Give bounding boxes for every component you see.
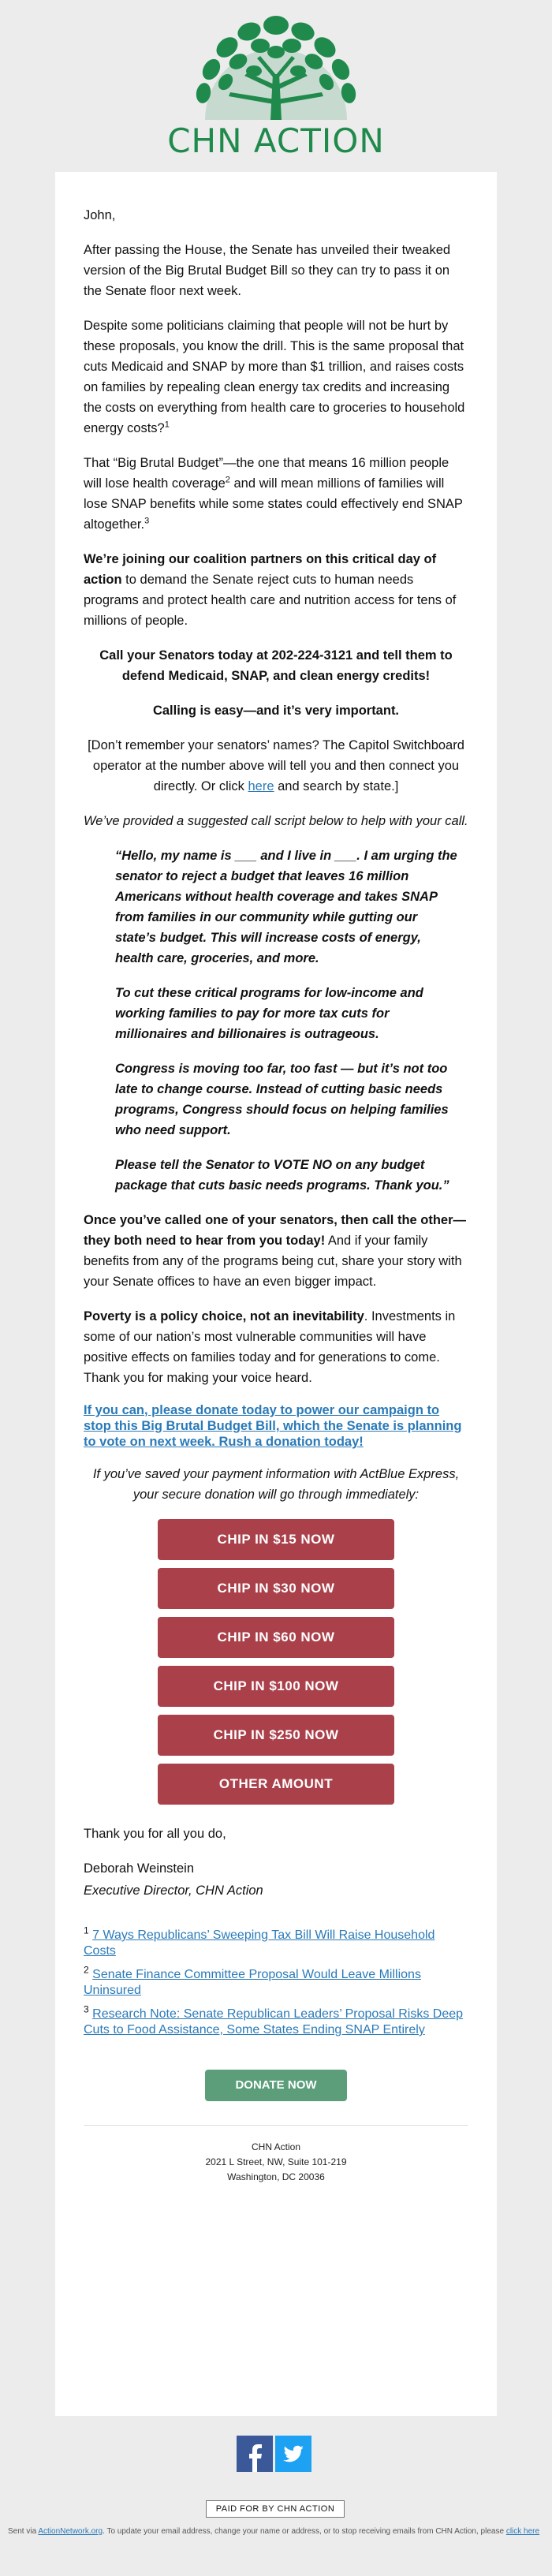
paid-for-badge: PAID FOR BY CHN ACTION — [206, 2500, 345, 2518]
call-script — [115, 846, 461, 1196]
chip-in-100-button[interactable]: CHIP IN $100 NOW — [158, 1666, 394, 1707]
paragraph-call-other: Once you’ve called one of your senators, then call the other—they both need to hear from you today! And if your family benefits from any of the programs being cut, share your story with your Senate offices to have an even bigger impact. — [84, 1213, 467, 1289]
paragraph-coalition: We’re joining our coalition partners on this critical day of action to demand the Senate reject cuts to human needs programs and protect health care and nutrition access for tens of millions of people. — [84, 552, 457, 628]
footnote-item: $^2$ Senate Finance Committee Proposal Would Leave Millions Uninsured — [84, 1964, 421, 1997]
brand-name: CHN ACTION — [167, 121, 385, 160]
facebook-icon[interactable] — [237, 2436, 273, 2472]
tree-logo-icon — [181, 11, 371, 121]
chip-in-15-button[interactable]: CHIP IN $15 NOW — [158, 1519, 394, 1560]
footnote-ref-3: 3 — [144, 516, 150, 526]
call-to-action: Call your Senators today at 202-224-3121 and tell them to defend Medicaid, SNAP, and clean energy credits! — [99, 648, 453, 683]
footnote-ref-2: 2 — [225, 475, 230, 485]
mailing-address — [84, 2140, 468, 2185]
address-city: Washington, DC 20036 — [227, 2171, 325, 2182]
address-org: CHN Action — [251, 2141, 301, 2152]
chip-in-250-button[interactable]: CHIP IN $250 NOW — [158, 1715, 394, 1756]
chip-buttons — [84, 1519, 468, 1805]
footnote-link[interactable]: Research Note: Senate Republican Leaders’ Proposal Risks Deep Cuts to Food Assistance, Some States Ending SNAP Entirely — [84, 2007, 464, 2037]
footnotes — [84, 1925, 468, 2038]
donate-text-link-wrap — [84, 1402, 468, 1450]
unsubscribe-link[interactable]: click here — [505, 2527, 540, 2536]
script-paragraph: “Hello, my name is ___ and I live in ___. I am urging the senator to reject a budget that leaves 16 million Americans without health coverage and takes SNAP from families in our community while gutting our state’s budget. This will increase costs of energy, health care, groceries, and more. — [115, 849, 457, 965]
search-by-state-link[interactable]: here — [248, 779, 274, 793]
footnote-item: $^3$ Research Note: Senate Republican Leaders’ Proposal Risks Deep Cuts to Food Assistance, Some States Ending SNAP Entirely — [84, 2003, 464, 2037]
calling-easy: Calling is easy—and it’s very important. — [152, 704, 400, 718]
footnote-link[interactable]: Senate Finance Committee Proposal Would Leave Millions Uninsured — [84, 1968, 421, 1997]
footnote-link[interactable]: 7 Ways Republicans’ Sweeping Tax Bill Will Raise Household Costs — [84, 1928, 435, 1958]
chip-in-60-button[interactable]: CHIP IN $60 NOW — [158, 1617, 394, 1658]
signoff: Thank you for all you do, — [84, 1827, 226, 1841]
actblue-note: If you’ve saved your payment information with ActBlue Express, your secure donation will go through immediately: — [92, 1467, 460, 1502]
other-amount-button[interactable]: OTHER AMOUNT — [158, 1764, 394, 1805]
social-links — [237, 2436, 314, 2472]
donate-now-button[interactable]: DONATE NOW — [205, 2070, 347, 2101]
senators-note: [Don’t remember your senators’ names? The Capitol Switchboard operator at the number above will tell you and then connect you directly. Or click here and search by state.] — [88, 738, 464, 793]
paragraph-budget: That “Big Brutal Budget”—the one that means 16 million people will lose health coverage$^2$ and will mean millions of families will lose SNAP benefits while some states could effectively end SNAP altogether.$^3$ — [84, 456, 463, 532]
chip-in-30-button[interactable]: CHIP IN $30 NOW — [158, 1568, 394, 1609]
address-street: 2021 L Street, NW, Suite 101-219 — [205, 2156, 347, 2167]
signer-title: Executive Director, CHN Action — [84, 1883, 263, 1898]
footer-note: Sent via ActionNetwork.org. To update your email address, change your name or address, or to stop receiving emails from CHN Action, please click here — [8, 2527, 540, 2536]
paragraph-intro: After passing the House, the Senate has unveiled their tweaked version of the Big Brutal Budget Bill so they can try to pass it on the Senate floor next week. — [84, 243, 451, 298]
paragraph-poverty: Poverty is a policy choice, not an inevitability. Investments in some of our nation’s most vulnerable communities will have positive effects on families today and for generations to come. Thank you for making your voice heard. — [84, 1309, 456, 1385]
script-paragraph: Congress is moving too far, too fast — but it’s not too late to change course. Instead of cutting basic needs programs, Congress should focus on helping families who need support. — [115, 1062, 449, 1137]
signer-name: Deborah Weinstein — [84, 1861, 195, 1876]
footnote-ref-1: 1 — [164, 420, 170, 430]
header — [0, 0, 552, 172]
greeting: John, — [84, 208, 116, 222]
paragraph-drill: Despite some politicians claiming that people will not be hurt by these proposals, you know the drill. This is the same proposal that cuts Medicaid and SNAP by more than $1 trillion, and raises costs on families by repealing clean energy tax credits and increasing the costs on everything from health care to groceries to household energy costs?$^1$ — [84, 319, 465, 435]
script-paragraph: Please tell the Senator to VOTE NO on any budget package that cuts basic needs programs. Thank you.” — [115, 1158, 449, 1193]
actionnetwork-link[interactable]: ActionNetwork.org — [38, 2527, 103, 2536]
script-paragraph: To cut these critical programs for low-income and working families to pay for more tax cuts for millionaires and billionaires is outrageous. — [115, 986, 423, 1041]
script-intro: We’ve provided a suggested call script below to help with your call. — [84, 814, 468, 828]
donate-text-link[interactable]: If you can, please donate today to power our campaign to stop this Big Brutal Budget Bill, which the Senate is planning to vote on next week. Rush a donation today! — [84, 1403, 462, 1449]
email-body — [55, 172, 497, 2416]
footnote-item: $^1$ 7 Ways Republicans’ Sweeping Tax Bill Will Raise Household Costs — [84, 1925, 435, 1958]
twitter-icon[interactable] — [275, 2436, 311, 2472]
divider — [84, 2125, 468, 2126]
